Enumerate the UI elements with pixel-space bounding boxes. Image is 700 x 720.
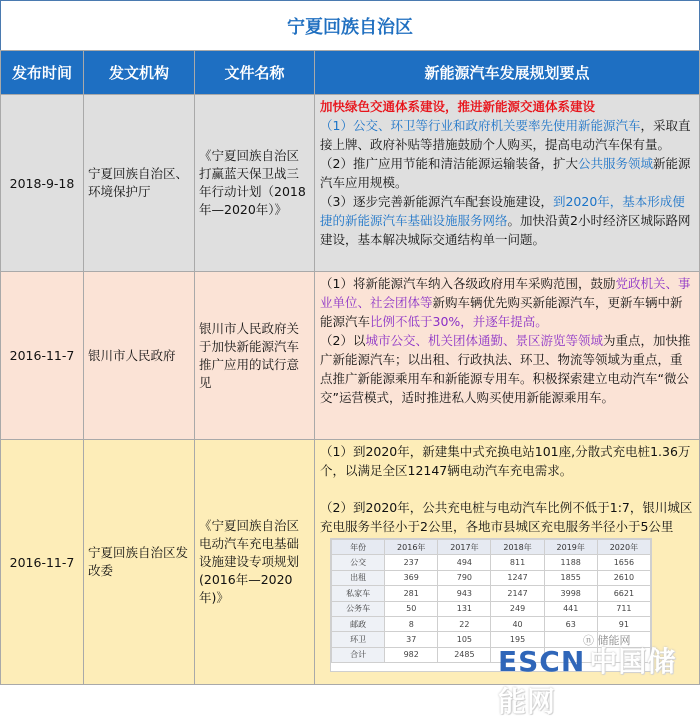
table-row (1, 272, 700, 440)
key-text: 新能源汽车应用规模。 (320, 156, 691, 190)
mini-cell: 2147 (491, 586, 544, 601)
mini-cell: 131 (438, 601, 491, 616)
row-key-points (315, 95, 700, 272)
key-highlight: 比例不低于30%，并逐年提高。 (370, 314, 548, 329)
mini-cell: 2485 (438, 647, 491, 662)
mini-cell: 982 (385, 647, 438, 662)
mini-cell: 711 (597, 601, 650, 616)
mini-cell: 年份 (332, 540, 385, 555)
mini-cell: 790 (438, 570, 491, 585)
row-doc: 银川市人民政府关于加快新能源汽车推广应用的试行意见 (195, 272, 315, 440)
key-text: 新购车辆优先购买新能源汽车，更新车辆中新能源汽车 (320, 295, 683, 329)
mini-row (332, 601, 651, 616)
mini-cell: 1855 (544, 570, 597, 585)
page-title: 宁夏回族自治区 (0, 0, 700, 52)
header-org: 发文机构 (84, 51, 195, 95)
row-doc: 《宁夏回族自治区电动汽车充电基础设施建设专项规划(2016年—2020年)》 (195, 440, 315, 685)
key-text: （2）以 (320, 333, 366, 348)
key-point-3 (320, 192, 694, 249)
key-highlight: 党政机关、事业单位、社会团体等 (320, 276, 691, 310)
mini-cell: 3998 (544, 586, 597, 601)
row-date: 2016-11-7 (1, 440, 84, 685)
key-highlight: 到2020年，基本形成便捷的新能源汽车基础设施服务网络 (320, 194, 685, 228)
mini-cell: 50 (385, 601, 438, 616)
mini-cell: 2017年 (438, 540, 491, 555)
key-point-1 (320, 116, 694, 154)
mini-cell: 邮政 (332, 616, 385, 631)
key-text: 。加快沿黄2小时经济区城际路网建设，基本解决城际交通结构单一问题。 (320, 213, 691, 247)
mini-cell: 249 (491, 601, 544, 616)
key-point-2: （2）到2020年，公共充电桩与电动汽车比例不低于1:7，银川城区充电服务半径小于2公里，各地市县城区充电服务半径小于5公里 (320, 500, 693, 534)
key-highlight: 城市公交、机关团体通勤、景区游览等领域 (365, 333, 603, 348)
mini-cell: 369 (385, 570, 438, 585)
mini-cell: 63 (544, 616, 597, 631)
mini-cell: 22 (438, 616, 491, 631)
mini-cell: 公务车 (332, 601, 385, 616)
mini-cell: 494 (438, 555, 491, 570)
mini-cell: 公交 (332, 555, 385, 570)
mini-row (332, 586, 651, 601)
key-text: 为重点，加快推广新能源汽车；以出租、行政执法、环卫、物流等领域为重点，重点推广新能源乘用车和新能源专用车。积极探索建立电动汽车“微公交”运营模式，适时推进私人购买使用新能源乘用车。 (320, 333, 691, 405)
mini-cell: 40 (491, 616, 544, 631)
key-heading: 加快绿色交通体系建设，推进新能源交通体系建设 (320, 99, 596, 114)
mini-cell: 环卫 (332, 632, 385, 647)
mini-cell: 2016年 (385, 540, 438, 555)
mini-cell: 8 (385, 616, 438, 631)
watermark-name: 中国储能网 (498, 645, 677, 718)
mini-cell: 1247 (491, 570, 544, 585)
row-doc: 《宁夏回族自治区打赢蓝天保卫战三年行动计划（2018年—2020年）》 (195, 95, 315, 272)
watermark (498, 640, 700, 720)
header-key-points: 新能源汽车发展规划要点 (315, 51, 700, 95)
mini-cell: 91 (597, 616, 650, 631)
key-point-2 (320, 154, 694, 192)
row-key-points (315, 272, 700, 440)
table-row (1, 95, 700, 272)
row-org: 宁夏回族自治区、环境保护厅 (84, 95, 195, 272)
mini-cell: 237 (385, 555, 438, 570)
mini-cell: 1656 (597, 555, 650, 570)
key-text: （2）推广应用节能和清洁能源运输装备，扩大 (320, 156, 578, 171)
mini-cell: 2019年 (544, 540, 597, 555)
row-org: 银川市人民政府 (84, 272, 195, 440)
row-date: 2018-9-18 (1, 95, 84, 272)
mini-cell: 私家车 (332, 586, 385, 601)
mini-row (332, 570, 651, 585)
mini-header-row (332, 540, 651, 555)
row-org: 宁夏回族自治区发改委 (84, 440, 195, 685)
key-highlight: （1）公交、环卫等行业和政府机关要率先使用新能源汽车 (320, 118, 641, 133)
header-date: 发布时间 (1, 51, 84, 95)
key-text: （3）逐步完善新能源汽车配套设施建设， (320, 194, 553, 209)
mini-cell: 943 (438, 586, 491, 601)
mini-cell: 2610 (597, 570, 650, 585)
mini-cell: 811 (491, 555, 544, 570)
mini-cell: 1188 (544, 555, 597, 570)
mini-cell: 2018年 (491, 540, 544, 555)
key-text: ，采取直接上牌、政府补贴等措施鼓励个人购买，提高电动汽车保有量。 (320, 118, 691, 152)
mini-cell: 6621 (597, 586, 650, 601)
header-doc: 文件名称 (195, 51, 315, 95)
mini-cell: 出租 (332, 570, 385, 585)
mini-cell: 105 (438, 632, 491, 647)
key-highlight: 公共服务领域 (577, 156, 653, 171)
key-point-1 (320, 274, 694, 331)
row-date: 2016-11-7 (1, 272, 84, 440)
key-point-1: （1）到2020年，新建集中式充换电站101座,分散式充电桩1.36万个，以满足全区12147辆电动汽车充电需求。 (320, 444, 691, 478)
watermark-brand: ESCN (498, 645, 586, 678)
key-point-2 (320, 331, 694, 407)
header-row (1, 51, 700, 95)
key-text: （1）将新能源汽车纳入各级政府用车采购范围，鼓励 (320, 276, 616, 291)
mini-row (332, 555, 651, 570)
mini-cell: 合计 (332, 647, 385, 662)
mini-cell: 2020年 (597, 540, 650, 555)
mini-cell: 37 (385, 632, 438, 647)
mini-row (332, 616, 651, 631)
watermark-tag: ⓝ 储能网 (583, 634, 631, 647)
mini-cell: 195 (491, 632, 544, 647)
mini-cell: 281 (385, 586, 438, 601)
mini-cell: 441 (544, 601, 597, 616)
